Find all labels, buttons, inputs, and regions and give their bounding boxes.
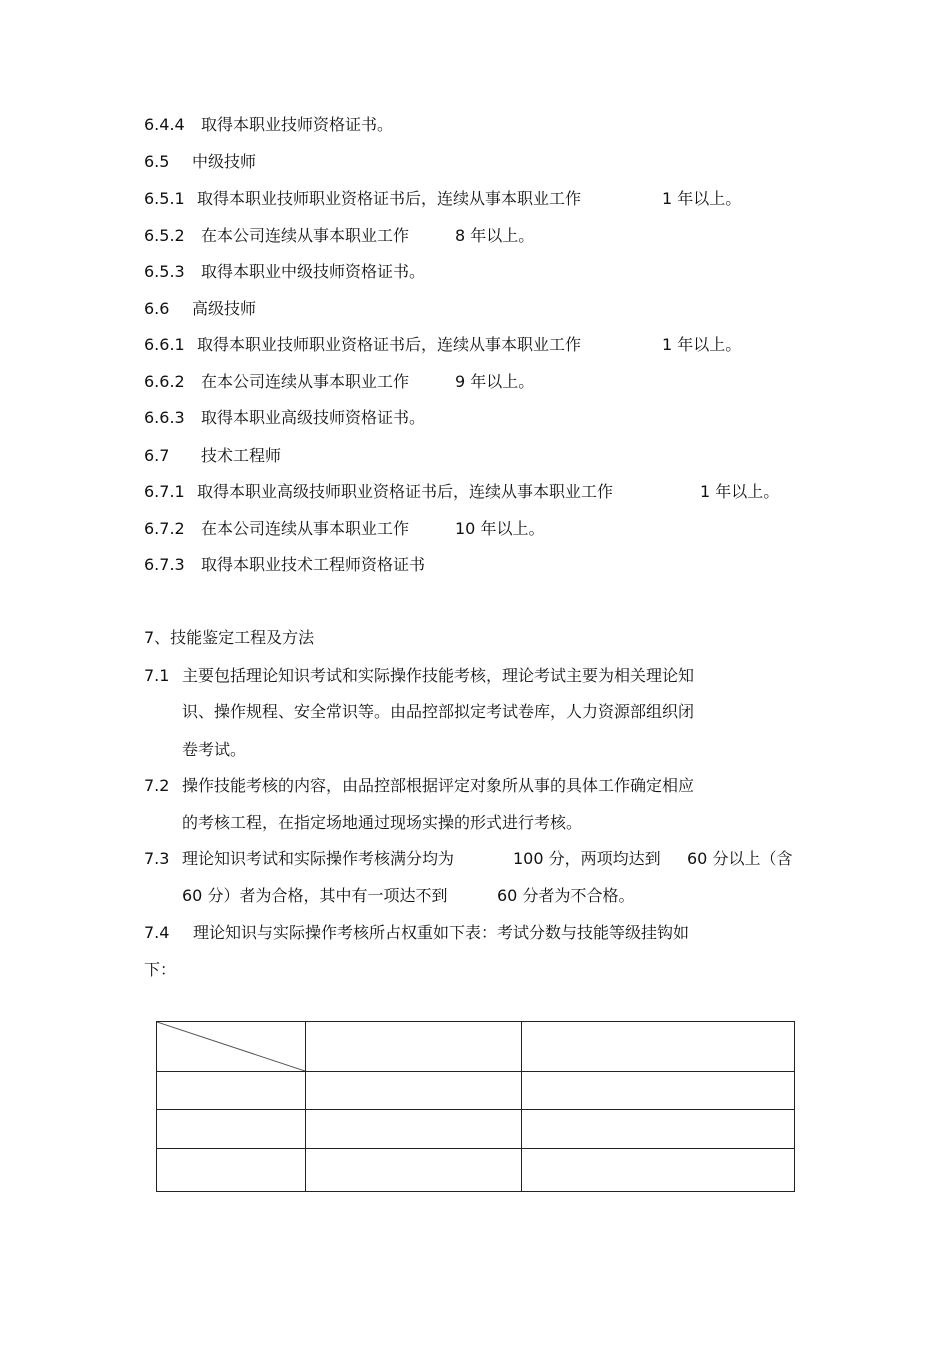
- para-text: 主要包括理论知识考试和实际操作技能考核，理论考试主要为相关理论知: [182, 666, 695, 685]
- para-text: 60 分者为不合格。: [497, 886, 635, 905]
- item-6-5-3: [144, 262, 425, 282]
- table-col-divider: [521, 1022, 522, 1191]
- para-text: 理论知识与实际操作考核所占权重如下表：考试分数与技能等级挂钩如: [193, 923, 690, 942]
- para-number: 7.1: [144, 666, 170, 685]
- para-text: 操作技能考核的内容，由品控部根据评定对象所从事的具体工作确定相应: [182, 776, 695, 795]
- para-7-1-line-1: [144, 666, 694, 686]
- item-number: 6.5: [144, 152, 170, 171]
- item-tail: 1 年以上。: [662, 335, 742, 354]
- item-6-7-1: [144, 482, 779, 502]
- item-text: 中级技师: [192, 152, 257, 171]
- para-7-1-line-2: 识、操作规程、安全常识等。由品控部拟定考试卷库，人力资源部组织闭: [182, 702, 695, 721]
- item-tail: 8 年以上。: [455, 226, 535, 245]
- para-number: 7.4: [144, 923, 170, 942]
- para-7-1-line-3: 卷考试。: [182, 740, 247, 759]
- item-number: 6.7: [144, 446, 170, 465]
- table-row-divider: [157, 1071, 794, 1072]
- para-text: 理论知识考试和实际操作考核满分均为: [182, 849, 455, 868]
- item-6-7-2: [144, 519, 544, 539]
- item-tail: 1 年以上。: [700, 482, 780, 501]
- item-text: 取得本职业高级技师职业资格证书后，连续从事本职业工作: [197, 482, 614, 501]
- item-text: 取得本职业技术工程师资格证书: [201, 555, 426, 574]
- item-6-7-3: [144, 555, 425, 575]
- item-text: 取得本职业技师职业资格证书后，连续从事本职业工作: [197, 189, 582, 208]
- item-number: 6.6.2: [144, 372, 185, 391]
- para-text: 100 分，两项均达到: [513, 849, 661, 868]
- item-6-6-2: [144, 372, 534, 392]
- item-text: 技术工程师: [201, 446, 282, 465]
- para-text: 60 分）者为合格，其中有一项达不到: [182, 886, 448, 905]
- section-7-heading: 7、技能鉴定工程及方法: [144, 628, 315, 647]
- para-7-3-line-1: [144, 849, 792, 869]
- item-6-4-4: [144, 115, 393, 135]
- table-row-divider: [157, 1109, 794, 1110]
- para-7-3-line-2: [182, 886, 634, 906]
- item-number: 6.6.3: [144, 408, 185, 427]
- para-7-2-line-1: [144, 776, 694, 796]
- item-text: 取得本职业技师资格证书。: [201, 115, 394, 134]
- item-6-6-3: [144, 408, 425, 428]
- item-6-5-2: [144, 226, 534, 246]
- item-text: 在本公司连续从事本职业工作: [201, 519, 410, 538]
- item-number: 6.7.1: [144, 482, 185, 501]
- para-number: 7.2: [144, 776, 170, 795]
- item-number: 6.5.1: [144, 189, 185, 208]
- table-col-divider: [305, 1022, 306, 1191]
- item-number: 6.5.2: [144, 226, 185, 245]
- item-text: 取得本职业中级技师资格证书。: [201, 262, 426, 281]
- item-text: 在本公司连续从事本职业工作: [201, 226, 410, 245]
- item-text: 高级技师: [192, 299, 257, 318]
- item-number: 6.7.2: [144, 519, 185, 538]
- item-6-5-1: [144, 189, 741, 209]
- para-7-4-line-2: 下：: [144, 960, 177, 979]
- item-number: 6.4.4: [144, 115, 185, 134]
- item-tail: 10 年以上。: [455, 519, 545, 538]
- item-number: 6.6: [144, 299, 170, 318]
- item-number: 6.7.3: [144, 555, 185, 574]
- table-diagonal: [157, 1022, 305, 1071]
- item-6-6-1: [144, 335, 741, 355]
- para-7-2-line-2: 的考核工程，在指定场地通过现场实操的形式进行考核。: [182, 813, 583, 832]
- item-tail: 9 年以上。: [455, 372, 535, 391]
- item-6-5: [144, 152, 256, 172]
- item-tail: 1 年以上。: [662, 189, 742, 208]
- para-7-4-line-1: [144, 923, 689, 943]
- item-text: 取得本职业高级技师资格证书。: [201, 408, 426, 427]
- weight-table: [156, 1021, 795, 1192]
- item-6-7: [144, 446, 281, 466]
- para-text: 60 分以上（含: [687, 849, 793, 868]
- item-text: 在本公司连续从事本职业工作: [201, 372, 410, 391]
- item-number: 6.6.1: [144, 335, 185, 354]
- item-6-6: [144, 299, 256, 319]
- para-number: 7.3: [144, 849, 170, 868]
- table-row-divider: [157, 1148, 794, 1149]
- item-text: 取得本职业技师职业资格证书后，连续从事本职业工作: [197, 335, 582, 354]
- item-number: 6.5.3: [144, 262, 185, 281]
